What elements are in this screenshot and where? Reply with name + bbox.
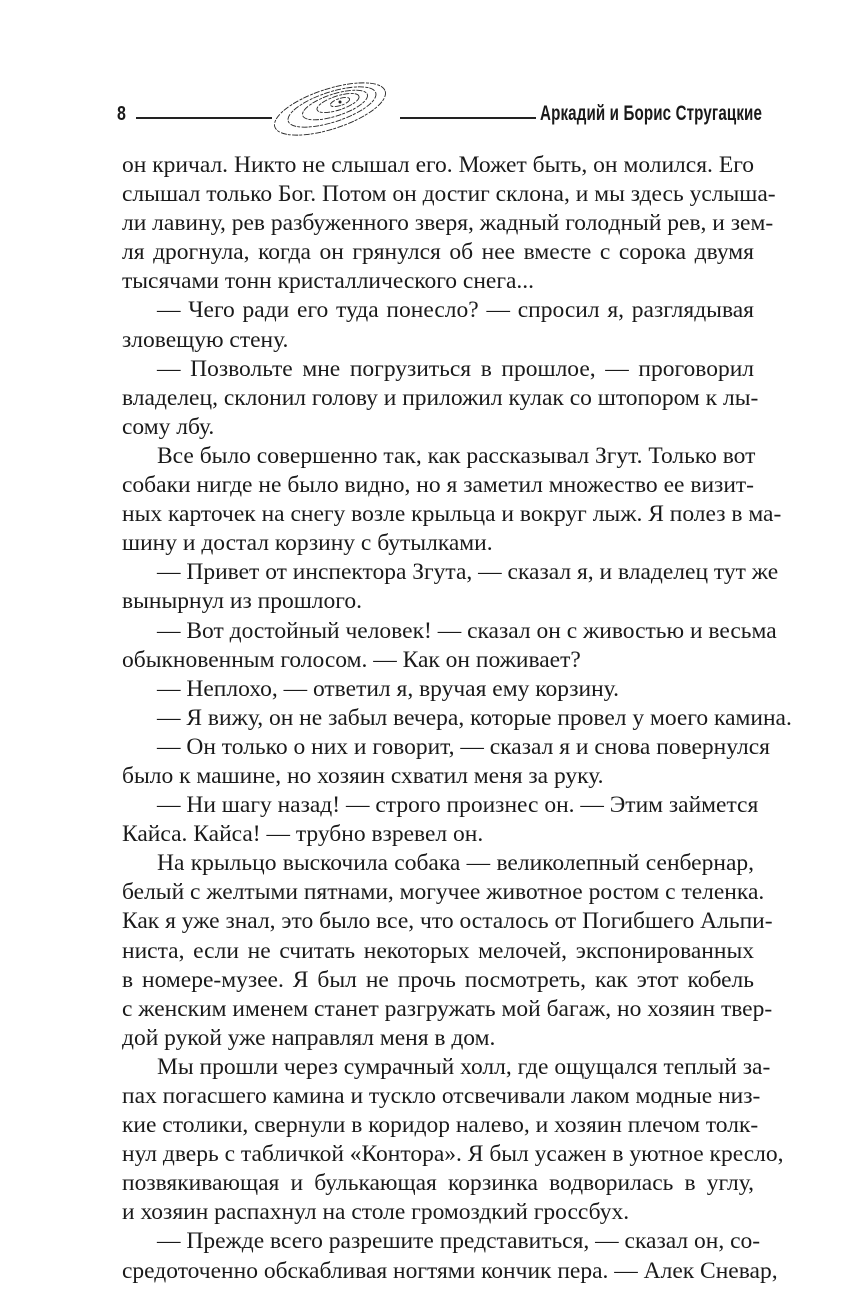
text-line: Все было совершенно так, как рассказывал Згут. Только вот: [157, 442, 756, 469]
text-line: пах погасшего камина и тускло отсвечивали лаком модные низ-: [122, 1083, 761, 1109]
text-line: он кричал. Никто не слышал его. Может быть, он молился. Его: [122, 152, 754, 178]
text-line: позвякивающая и булькающая корзинка водворилась в углу,: [122, 1170, 754, 1197]
text-line: Кайса. Кайса! — трубно взревел он.: [122, 821, 484, 848]
text-line: — Привет от инспектора Згута, — сказал я, и владелец тут же: [157, 559, 779, 586]
text-line: ных карточек на снегу возле крыльца и вокруг лыж. Я полез в ма-: [122, 501, 782, 528]
text-line: ниста, если не считать некоторых мелочей, экспонированных: [122, 937, 754, 964]
text-line: ля дрогнула, когда он грянулся об нее вместе с сорока двумя: [122, 239, 754, 266]
text-line: в номере-музее. Я был не прочь посмотреть, как этот кобель: [122, 966, 754, 993]
page-number: 8: [117, 103, 126, 125]
text-line: — Он только о них и говорит, — сказал я и снова повернулся: [157, 733, 770, 760]
text-line: было к машине, но хозяин схватил меня за руку.: [122, 762, 604, 789]
text-line: — Прежде всего разрешите представиться, — сказал он, со-: [157, 1228, 761, 1255]
text-line: — Позвольте мне погрузиться в прошлое, — проговорил: [157, 355, 754, 382]
text-line: Как я уже знал, это было все, что осталось от Погибшего Альпи-: [122, 908, 773, 935]
text-line: ли лавину, рев разбуженного зверя, жадный голодный рев, и зем-: [122, 210, 774, 237]
text-line: собаки нигде не было видно, но я заметил множество ее визит-: [122, 472, 754, 499]
text-line: — Я вижу, он не забыл вечера, которые провел у моего камина.: [157, 704, 792, 731]
text-line: вынырнул из прошлого.: [122, 588, 362, 615]
text-line: На крыльцо выскочила собака — великолепный сенбернар,: [157, 850, 754, 877]
page-header: [0, 0, 844, 150]
header-rule-right: [400, 117, 536, 119]
spiral-ornament-icon: [268, 82, 398, 137]
text-line: шину и достал корзину с бутылками.: [122, 530, 493, 557]
page-body: [122, 151, 792, 1286]
text-line: обыкновенным голосом. — Как он поживает?: [122, 646, 581, 673]
text-line: — Ни шагу назад! — строго произнес он. — Этим займется: [157, 792, 759, 819]
text-line: средоточенно обскабливая ногтями кончик пера. — Алек Сневар,: [122, 1257, 778, 1284]
text-line: — Вот достойный человек! — сказал он с живостью и весьма: [157, 617, 777, 644]
running-title: Аркадий и Борис Стругацкие: [540, 102, 763, 125]
header-rule-left: [136, 117, 272, 119]
text-line: с женским именем станет разгружать мой багаж, но хозяин твер-: [122, 995, 773, 1022]
text-line: — Неплохо, — ответил я, вручая ему корзину.: [157, 675, 619, 702]
text-line: дой рукой уже направлял меня в дом.: [122, 1024, 496, 1051]
text-line: и хозяин распахнул на столе громоздкий гроссбух.: [122, 1199, 630, 1226]
text-line: кие столики, свернули в коридор налево, и хозяин плечом толк-: [122, 1112, 759, 1139]
text-line: слышал только Бог. Потом он достиг склона, и мы здесь услыша-: [122, 181, 776, 208]
text-line: тысячами тонн кристаллического снега...: [122, 268, 535, 295]
text-line: — Чего ради его туда понесло? — спросил я, разглядывая: [157, 297, 754, 324]
text-line: белый с желтыми пятнами, могучее животное ростом с теленка.: [122, 879, 765, 906]
text-line: зловещую стену.: [122, 326, 289, 353]
text-line: нул дверь с табличкой «Контора». Я был усажен в уютное кресло,: [122, 1141, 784, 1168]
text-line: владелец, склонил голову и приложил кулак со штопором к лы-: [122, 384, 759, 411]
text-line: Мы прошли через сумрачный холл, где ощущался теплый за-: [157, 1053, 771, 1080]
text-line: сому лбу.: [122, 413, 215, 440]
